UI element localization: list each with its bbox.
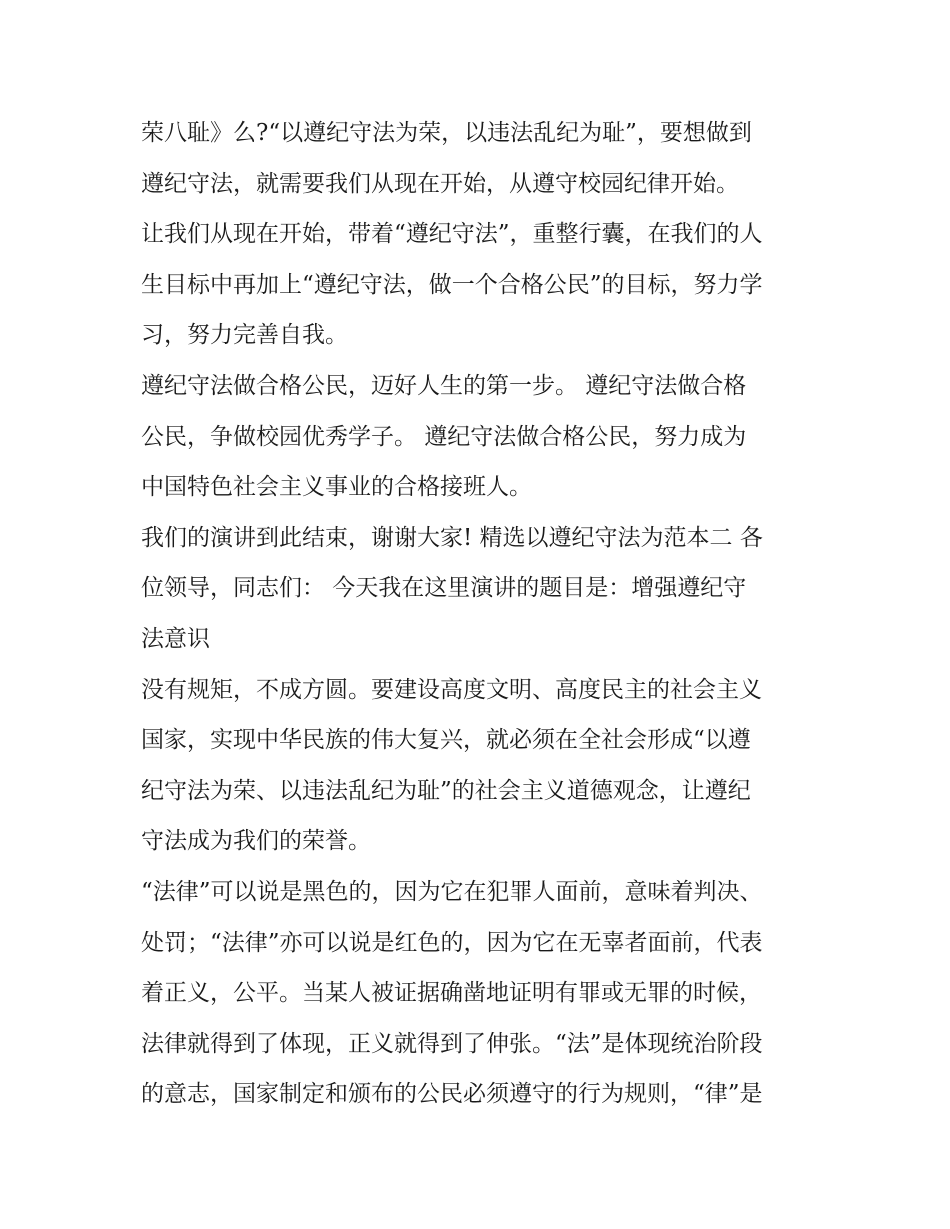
text-line: 着正义，公平。当某人被证据确凿地证明有罪或无罪的时候，	[141, 980, 762, 1007]
text-line: 遵纪守法做合格公民，迈好人生的第一步。 遵纪守法做合格	[141, 372, 747, 399]
text-line: “法律”可以说是黑色的，因为它在犯罪人面前，意味着判决、	[141, 878, 763, 905]
text-line: 公民，争做校园优秀学子。 遵纪守法做合格公民，努力成为	[141, 423, 747, 450]
text-line: 位领导，同志们： 今天我在这里演讲的题目是：增强遵纪守	[141, 575, 747, 602]
text-line: 法意识	[141, 625, 210, 652]
text-line: 的意志，国家制定和颁布的公民必须遵守的行为规则，“律”是	[141, 1081, 763, 1108]
text-line: 处罚；“法律”亦可以说是红色的，因为它在无辜者面前，代表	[141, 929, 763, 956]
text-line: 没有规矩，不成方圆。要建设高度文明、高度民主的社会主义	[141, 676, 762, 703]
text-line: 守法成为我们的荣誉。	[141, 828, 371, 855]
text-line: 习，努力完善自我。	[141, 322, 348, 349]
text-line: 法律就得到了体现，正义就得到了伸张。“法”是体现统治阶段	[141, 1030, 763, 1057]
text-line: 生目标中再加上“遵纪守法，做一个合格公民”的目标，努力学	[141, 271, 763, 298]
text-line: 国家，实现中华民族的伟大复兴，就必须在全社会形成“以遵	[141, 727, 751, 754]
text-line: 纪守法为荣、以违法乱纪为耻”的社会主义道德观念，让遵纪	[141, 777, 751, 804]
text-line: 我们的演讲到此结束，谢谢大家! 精选以遵纪守法为范本二 各	[141, 524, 763, 551]
text-line: 中国特色社会主义事业的合格接班人。	[141, 474, 532, 501]
text-line: 让我们从现在开始，带着“遵纪守法”，重整行囊，在我们的人	[141, 221, 763, 248]
text-line: 遵纪守法，就需要我们从现在开始，从遵守校园纪律开始。	[141, 170, 739, 197]
text-line: 荣八耻》么?“以遵纪守法为荣，以违法乱纪为耻”，要想做到	[141, 120, 752, 146]
document-body	[141, 108, 821, 1120]
